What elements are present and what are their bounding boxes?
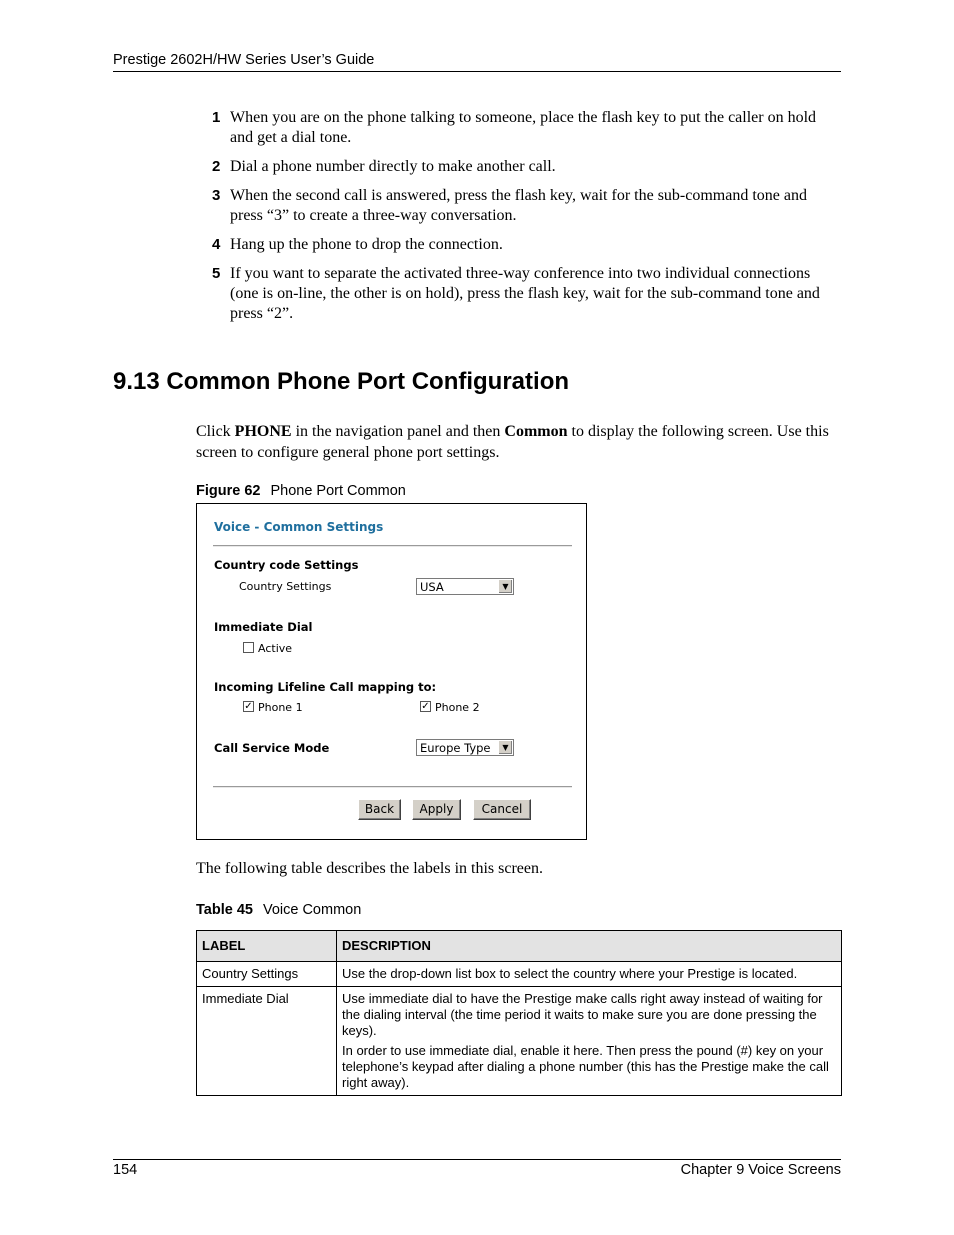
description-paragraph: In order to use immediate dial, enable it here. Then press the pound (#) key on your telephone’s keypad after dialing a phone number (this has the Prestige make the call right away). [342, 1043, 829, 1090]
section-title: 9.13 Common Phone Port Configuration [113, 368, 570, 395]
table-intro: The following table describes the labels in this screen. [196, 860, 544, 877]
lifeline-heading: Incoming Lifeline Call mapping to: [214, 680, 437, 694]
voice-common-settings-screen [196, 503, 587, 840]
step-text: When the second call is answered, press the flash key, wait for the sub-command tone and press “3” to create a three-way conversation. [230, 187, 807, 224]
screen-title: Voice - Common Settings [214, 520, 384, 534]
step-number: 3 [212, 187, 221, 204]
active-label: Active [258, 642, 293, 655]
country-settings-select[interactable] [416, 578, 514, 595]
screen-divider-bottom [213, 786, 572, 788]
list-item [212, 264, 842, 324]
phone1-label: Phone 1 [258, 701, 303, 714]
screen-divider-top [213, 545, 572, 547]
call-service-mode-select[interactable] [416, 739, 514, 756]
row-description [337, 962, 842, 987]
intro-paragraph [196, 421, 842, 463]
chapter-title: Chapter 9 Voice Screens [680, 1162, 841, 1178]
intro-bold-phone: PHONE [234, 423, 292, 440]
table-row [197, 987, 842, 1096]
running-header: Prestige 2602H/HW Series User’s Guide [113, 52, 375, 68]
step-list [212, 108, 842, 333]
country-settings-label: Country Settings [239, 580, 332, 593]
cancel-button[interactable]: Cancel [473, 799, 531, 820]
list-item [212, 157, 842, 177]
step-text: If you want to separate the activated three-way conference into two individual connections (one is on-line, the other is on hold), press the flash key, wait for the sub-command tone and press “2”. [230, 265, 820, 322]
phone2-label: Phone 2 [435, 701, 480, 714]
description-table [196, 930, 842, 1096]
intro-text-3: to display the following screen. Use this screen to configure general phone port settings. [196, 423, 829, 461]
chevron-down-icon[interactable]: ▼ [498, 741, 512, 754]
list-item [212, 186, 842, 226]
step-text: When you are on the phone talking to someone, place the flash key to put the caller on hold and get a dial tone. [230, 109, 817, 146]
phone1-checkbox[interactable]: ✓ [244, 701, 253, 712]
country-settings-value: USA [420, 580, 444, 594]
intro-text-2: in the navigation panel and then [291, 423, 505, 440]
step-text: Hang up the phone to drop the connection. [230, 236, 503, 253]
table-row [197, 962, 842, 987]
step-number: 5 [212, 265, 221, 282]
chevron-down-icon[interactable]: ▼ [498, 580, 512, 593]
step-number: 1 [212, 109, 221, 126]
list-item [212, 235, 842, 255]
table-caption [196, 902, 361, 918]
header-rule [113, 71, 841, 72]
step-text: Dial a phone number directly to make another call. [230, 158, 556, 175]
apply-button[interactable]: Apply [412, 799, 461, 820]
country-code-heading: Country code Settings [214, 558, 359, 572]
row-description [337, 987, 842, 1096]
intro-text-1: Click [196, 423, 235, 440]
description-paragraph: Use immediate dial to have the Prestige make calls right away instead of waiting for the dialing interval (the time period it waits to make sure you are done pressing the keys). [342, 991, 823, 1038]
row-label: Country Settings [197, 962, 337, 987]
back-button[interactable]: Back [358, 799, 401, 820]
immediate-dial-heading: Immediate Dial [214, 620, 313, 634]
list-item [212, 108, 842, 148]
header-label: LABEL [197, 931, 337, 962]
row-label: Immediate Dial [197, 987, 337, 1096]
step-number: 4 [212, 236, 221, 253]
active-checkbox[interactable] [243, 642, 254, 653]
figure-title: Phone Port Common [270, 483, 406, 499]
phone2-checkbox[interactable]: ✓ [421, 701, 430, 712]
intro-bold-common: Common [504, 423, 568, 440]
figure-label: Figure 62 [196, 483, 261, 499]
page-number: 154 [113, 1162, 138, 1178]
table-label: Table 45 [196, 902, 253, 918]
figure-caption [196, 483, 406, 499]
call-service-mode-value: Europe Type [420, 741, 491, 755]
description-paragraph: Use the drop-down list box to select the country where your Prestige is located. [342, 966, 798, 981]
table-header-row [197, 931, 842, 962]
call-service-mode-label: Call Service Mode [214, 741, 330, 755]
table-title: Voice Common [262, 902, 362, 918]
footer-rule [113, 1159, 841, 1160]
header-description: DESCRIPTION [337, 931, 842, 962]
step-number: 2 [212, 158, 221, 175]
